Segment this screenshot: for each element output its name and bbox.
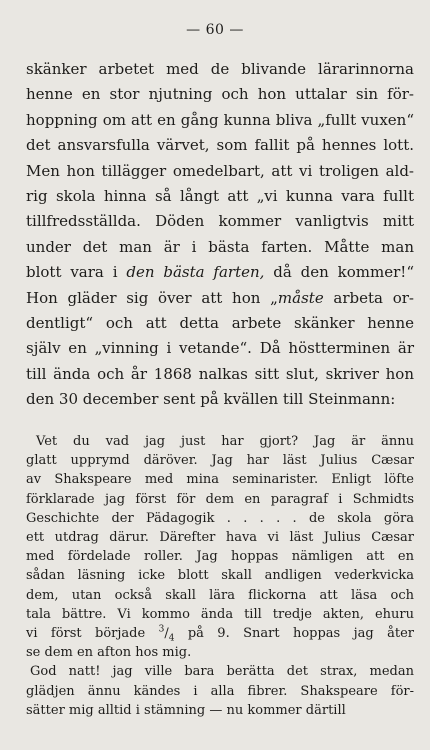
text-segment: Hon gläder sig över att hon „ [26, 288, 278, 307]
italic-phrase: den bästa farten, [126, 263, 265, 282]
text-line: av Shakspeare med mina seminarister. Enligt löfte [26, 472, 414, 488]
text-line [26, 624, 414, 643]
text-line: glädjen ännu kändes i alla fibrer. Shakspeare för- [26, 683, 414, 699]
text-line: sådan läsning icke blott skall andligen vederkvicka [26, 568, 414, 584]
text-line: ett utdrag därur. Därefter hava vi läst Julius Cæsar [26, 530, 414, 546]
text-segment: arbeta or- [323, 288, 414, 307]
text-line: dentligt“ och att detta arbete skänker henne [26, 314, 414, 333]
italic-phrase: måste [277, 288, 324, 307]
fraction-numerator: 3 [158, 624, 165, 635]
text-line [26, 286, 414, 311]
text-line: tala bättre. Vi kommo ända till tredje akten, ehuru [26, 606, 414, 622]
text-line: sätter mig alltid i stämning — nu kommer därtill [26, 702, 346, 718]
fraction-slash: / [164, 626, 169, 642]
text-line: förklarade jag först för dem en paragraf i Schmidts [26, 491, 414, 507]
fraction-denominator: 4 [168, 633, 175, 644]
text-segment: på 9. Snart hoppas jag åter [174, 626, 414, 642]
text-line: Vet du vad jag just har gjort? Jag är ännu [36, 434, 414, 449]
text-line: till ända och år 1868 nalkas sitt slut, skriver hon [26, 364, 414, 383]
text-line: dem, utan också skall lära flickorna att läsa och [26, 587, 414, 603]
text-line: henne en stor njutning och hon uttalar sin för- [26, 85, 414, 104]
text-line: Men hon tillägger omedelbart, att vi troligen ald- [26, 161, 414, 180]
text-line: God natt! jag ville bara berätta det strax, medan [30, 664, 414, 680]
page-number: — 60 — [186, 22, 244, 38]
text-line: det ansvarsfulla värvet, som fallit på hennes lott. [26, 136, 414, 155]
text-line: skänker arbetet med de blivande lärarinnorna [26, 60, 414, 78]
text-line: tillfredsställda. Döden kommer vanligtvis mitt [26, 212, 414, 231]
text-line: den 30 december sent på kvällen till Steinmann: [26, 390, 396, 409]
body-text [26, 57, 414, 413]
text-line: se dem en afton hos mig. [26, 645, 192, 661]
text-line: glatt upprymd däröver. Jag har läst Julius Cæsar [26, 453, 414, 469]
text-line [26, 260, 414, 285]
text-line: under det man är i bästa farten. Måtte man [26, 237, 414, 256]
text-segment: då den kommer!“ [264, 263, 414, 282]
text-line: rig skola hinna så långt att „vi kunna vara fullt [26, 187, 414, 206]
text-segment: vi först började [26, 626, 159, 642]
text-line: hoppning om att en gång kunna bliva „fullt vuxen“ [26, 110, 414, 129]
text-segment: blott vara i [26, 263, 127, 282]
text-line: Geschichte der Pädagogik . . . . . de skola göra [26, 510, 414, 526]
text-line: med fördelade roller. Jag hoppas nämligen att en [26, 549, 414, 565]
letter-quote [26, 432, 414, 720]
text-line: själv en „vinning i vetande“. Då höstterminen är [26, 339, 414, 358]
